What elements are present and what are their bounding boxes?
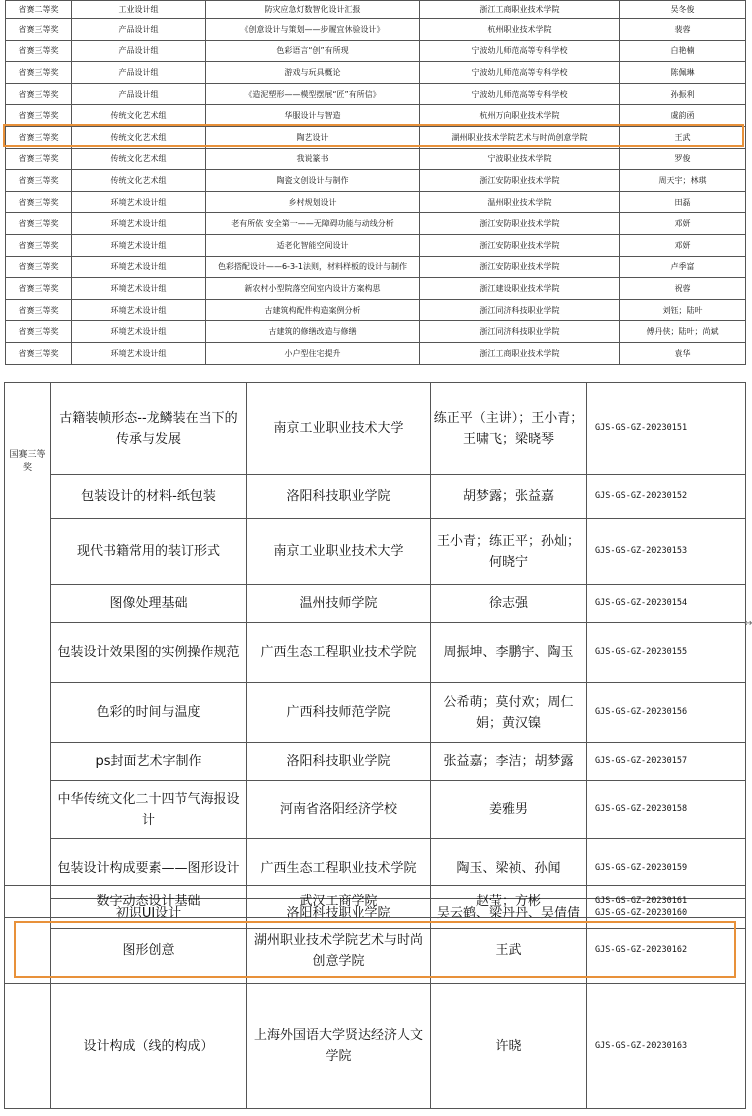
group-cell: 环境艺术设计组 [72,191,206,213]
entry-code: GJS-GS-GZ-20230157 [587,743,746,781]
entry-code: GJS-GS-GZ-20230162 [587,918,746,984]
group-cell: 环境艺术设计组 [72,342,206,364]
author-names: 王小青；练正平；孙灿；何晓宁 [431,519,587,585]
entry-code: GJS-GS-GZ-20230152 [587,475,746,519]
course-cell: 色彩搭配设计——6-3-1法则，材料样板的设计与制作 [206,256,420,278]
award-cell: 省赛三等奖 [6,321,72,343]
award-cell: 省赛三等奖 [6,278,72,300]
school-cell: 浙江建设职业技术学院 [420,278,620,300]
school-name: 温州技师学院 [247,585,431,623]
school-name: 广西科技师范学院 [247,683,431,743]
scroll-arrow-icon[interactable]: ↔ [744,618,752,629]
author-cell: 虞韵函 [620,105,746,127]
table-row [5,781,746,839]
school-name: 武汉工商学院 [247,886,431,918]
course-title: 图形创意 [51,918,247,984]
course-cell: 陶艺设计 [206,126,420,148]
course-cell: 新农村小型院落空间室内设计方案构思 [206,278,420,300]
school-cell: 浙江安防职业技术学院 [420,234,620,256]
award-cell: 省赛三等奖 [6,191,72,213]
author-cell: 白艳楠 [620,40,746,62]
school-name: 南京工业职业技术大学 [247,383,431,475]
award-cell: 省赛三等奖 [6,126,72,148]
school-cell: 浙江同济科技职业学院 [420,321,620,343]
course-title: ps封面艺术字制作 [51,743,247,781]
author-cell: 陈佩琳 [620,62,746,84]
award-cell: 省赛三等奖 [6,170,72,192]
award-cell: 省赛三等奖 [6,62,72,84]
award-cell: 省赛三等奖 [6,105,72,127]
course-cell: 古建筑的修缮改造与修缮 [206,321,420,343]
school-cell: 浙江工商职业技术学院 [420,342,620,364]
course-cell: 《创意设计与策划——步履宜休验设计》 [206,19,420,41]
prize-cell [5,781,51,839]
group-cell: 传统文化艺术组 [72,105,206,127]
group-cell: 环境艺术设计组 [72,256,206,278]
group-cell: 环境艺术设计组 [72,299,206,321]
author-names: 徐志强 [431,585,587,623]
entry-code: GJS-GS-GZ-20230163 [587,984,746,1109]
course-title: 设计构成（线的构成） [51,984,247,1109]
course-cell: 色彩语言“创”有所现 [206,40,420,62]
school-name: 南京工业职业技术大学 [247,519,431,585]
author-cell: 邓妍 [620,234,746,256]
school-cell: 浙江安防职业技术学院 [420,170,620,192]
prize-cell [5,519,51,585]
school-cell: 宁波幼儿师范高等专科学校 [420,83,620,105]
school-cell: 宁波职业技术学院 [420,148,620,170]
course-cell: 《造泥塑形——模型摆展“匠”有所信》 [206,83,420,105]
group-cell: 传统文化艺术组 [72,126,206,148]
course-cell: 华服设计与智造 [206,105,420,127]
school-cell: 杭州职业技术学院 [420,19,620,41]
course-cell: 古建筑构配件构造案例分析 [206,299,420,321]
author-cell: 祝蓉 [620,278,746,300]
table-row [6,83,746,105]
school-name: 广西生态工程职业技术学院 [247,839,431,899]
author-cell: 罗俊 [620,148,746,170]
author-cell: 周天宇；林琪 [620,170,746,192]
course-title: 数字动态设计基础 [51,886,247,918]
table-row [6,213,746,235]
group-cell: 产品设计组 [72,62,206,84]
group-cell: 传统文化艺术组 [72,170,206,192]
award-cell: 省赛三等奖 [6,40,72,62]
prize-cell [5,623,51,683]
prize-cell [5,886,51,918]
table-row [5,984,746,1109]
table-row [5,383,746,475]
school-cell: 宁波幼儿师范高等专科学校 [420,40,620,62]
course-cell: 适老化智能空间设计 [206,234,420,256]
school-name: 河南省洛阳经济学校 [247,781,431,839]
table-row [5,886,746,918]
entry-code: GJS-GS-GZ-20230159 [587,839,746,899]
author-names: 公希萌；莫付欢；周仁娟；黄汉镍 [431,683,587,743]
course-title: 现代书籍常用的装订形式 [51,519,247,585]
table-row [6,62,746,84]
course-title: 包装设计构成要素——图形设计 [51,839,247,899]
prize-cell [5,475,51,519]
author-cell: 田磊 [620,191,746,213]
author-names: 赵莹；方彬 [431,886,587,918]
group-cell: 环境艺术设计组 [72,278,206,300]
author-cell: 裴蓉 [620,19,746,41]
table-row [6,342,746,364]
course-title: 初识UI设计 [51,899,247,929]
course-title: 包装设计效果图的实例操作规范 [51,623,247,683]
award-cell: 省赛三等奖 [6,299,72,321]
award-cell: 省赛三等奖 [6,83,72,105]
course-title: 中华传统文化二十四节气海报设计 [51,781,247,839]
prize-cell: 国赛三等奖 [5,383,51,475]
table-row [6,278,746,300]
school-cell: 浙江安防职业技术学院 [420,256,620,278]
group-cell: 环境艺术设计组 [72,213,206,235]
author-names: 姜雅男 [431,781,587,839]
course-cell: 乡村规划设计 [206,191,420,213]
national-award-continued-table [4,885,746,1109]
author-cell: 傅丹侠；陆叶；尚斌 [620,321,746,343]
course-title: 古籍装帧形态--龙鳞装在当下的传承与发展 [51,383,247,475]
course-cell: 陶瓷文创设计与制作 [206,170,420,192]
table-row [6,170,746,192]
author-cell: 邓妍 [620,213,746,235]
school-cell: 浙江工商职业技术学院 [420,1,620,19]
national-award-table [4,382,746,929]
table-row [6,191,746,213]
author-cell: 刘钰；陆叶 [620,299,746,321]
prize-cell [5,585,51,623]
group-cell: 产品设计组 [72,83,206,105]
school-name: 洛阳科技职业学院 [247,743,431,781]
course-cell: 我说篆书 [206,148,420,170]
table-row [6,234,746,256]
course-title: 图像处理基础 [51,585,247,623]
prize-cell [5,743,51,781]
table-row [6,299,746,321]
school-cell: 杭州万向职业技术学院 [420,105,620,127]
author-cell: 卢季富 [620,256,746,278]
table-row [5,683,746,743]
author-names: 吴云鹤、梁丹丹、吴倩倩 [431,899,587,929]
author-cell: 王武 [620,126,746,148]
entry-code: GJS-GS-GZ-20230160 [587,899,746,929]
school-cell: 温州职业技术学院 [420,191,620,213]
course-cell: 老有所依 安全第一——无障碍功能与动线分析 [206,213,420,235]
table-row [6,19,746,41]
author-names: 张益嘉；李洁；胡梦露 [431,743,587,781]
group-cell: 环境艺术设计组 [72,234,206,256]
author-names: 胡梦露；张益嘉 [431,475,587,519]
author-cell: 袁华 [620,342,746,364]
group-cell: 环境艺术设计组 [72,321,206,343]
entry-code: GJS-GS-GZ-20230158 [587,781,746,839]
table-row [6,321,746,343]
author-names: 陶玉、梁祯、孙闻 [431,839,587,899]
school-name: 湖州职业技术学院艺术与时尚创意学院 [247,918,431,984]
course-cell: 游戏与玩具概论 [206,62,420,84]
entry-code: GJS-GS-GZ-20230154 [587,585,746,623]
prize-cell [5,984,51,1109]
table-row [5,475,746,519]
school-name: 洛阳科技职业学院 [247,899,431,929]
table-row [6,105,746,127]
entry-code: GJS-GS-GZ-20230155 [587,623,746,683]
award-cell: 省赛三等奖 [6,342,72,364]
course-title: 色彩的时间与温度 [51,683,247,743]
entry-code: GJS-GS-GZ-20230156 [587,683,746,743]
prize-cell [5,683,51,743]
school-name: 上海外国语大学贤达经济人文学院 [247,984,431,1109]
table-row [6,256,746,278]
group-cell: 产品设计组 [72,19,206,41]
table-row [5,519,746,585]
author-names: 许晓 [431,984,587,1109]
group-cell: 工业设计组 [72,1,206,19]
prize-cell [5,918,51,984]
author-cell: 孙振利 [620,83,746,105]
group-cell: 传统文化艺术组 [72,148,206,170]
provincial-award-table [5,0,746,365]
table-row [6,40,746,62]
award-cell: 省赛三等奖 [6,19,72,41]
award-cell: 省赛三等奖 [6,256,72,278]
school-cell: 宁波幼儿师范高等专科学校 [420,62,620,84]
author-cell: 吴冬俊 [620,1,746,19]
entry-code: GJS-GS-GZ-20230151 [587,383,746,475]
school-cell: 浙江同济科技职业学院 [420,299,620,321]
author-names: 王武 [431,918,587,984]
course-title: 包装设计的材料-纸包装 [51,475,247,519]
award-cell: 省赛二等奖 [6,1,72,19]
award-cell: 省赛三等奖 [6,213,72,235]
table-row [5,743,746,781]
table-row [6,148,746,170]
entry-code: GJS-GS-GZ-20230161 [587,886,746,918]
course-cell: 小户型住宅提升 [206,342,420,364]
author-names: 周振坤、李鹏宇、陶玉 [431,623,587,683]
group-cell: 产品设计组 [72,40,206,62]
table-row [6,1,746,19]
school-name: 广西生态工程职业技术学院 [247,623,431,683]
table-row [6,126,746,148]
school-name: 洛阳科技职业学院 [247,475,431,519]
school-cell: 浙江安防职业技术学院 [420,213,620,235]
national-award-continued-section [4,885,745,1112]
entry-code: GJS-GS-GZ-20230153 [587,519,746,585]
award-cell: 省赛三等奖 [6,148,72,170]
author-names: 练正平（主讲）；王小青；王啸飞；梁晓琴 [431,383,587,475]
table-row [5,585,746,623]
table-row [5,918,746,984]
table-row [5,623,746,683]
course-cell: 防灾应急灯数智化设计汇报 [206,1,420,19]
award-cell: 省赛三等奖 [6,234,72,256]
school-cell: 湖州职业技术学院艺术与时尚创意学院 [420,126,620,148]
